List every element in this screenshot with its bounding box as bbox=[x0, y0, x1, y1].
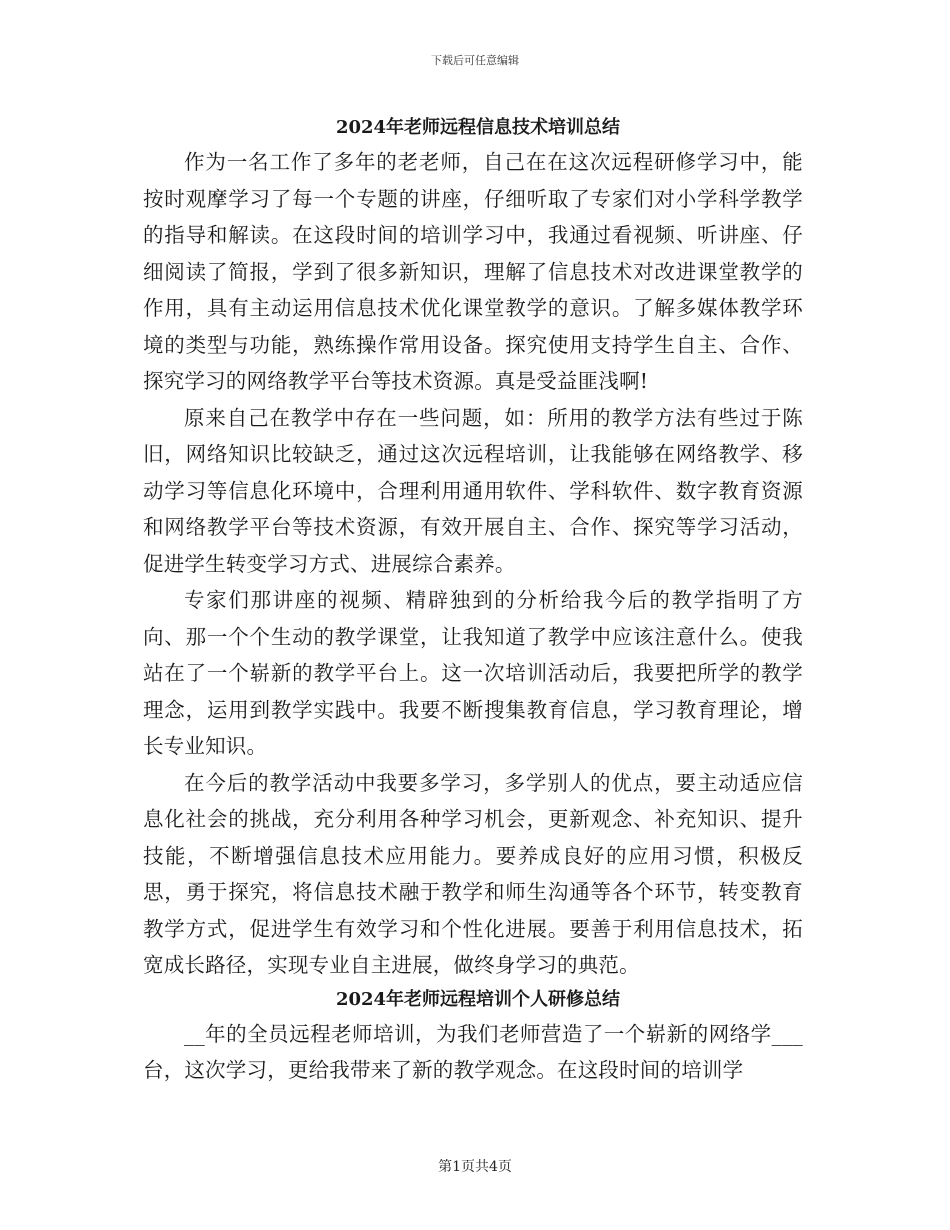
page-header-note: 下载后可任意编辑 bbox=[431, 54, 519, 67]
document-body bbox=[143, 112, 803, 1089]
paragraph-1: 作为一名工作了多年的老老师，自己在在这次远程研修学习中，能按时观摩学习了每一个专题的讲座，仔细听取了专家们对小学科学教学的指导和解读。在这段时间的培训学习中，我通过看视频、听讲座、仔细阅读了简报，学到了很多新知识，理解了信息技术对改进课堂教学的作用，具有主动运用信息技术优化课堂教学的意识。了解多媒体教学环境的类型与功能，熟练操作常用设备。探究使用支持学生自主、合作、探究学习的网络教学平台等技术资源。真是受益匪浅啊! bbox=[143, 150, 803, 393]
paragraph-3: 专家们那讲座的视频、精辟独到的分析给我今后的教学指明了方向、那一个个生动的教学课堂，让我知道了教学中应该注意什么。使我站在了一个崭新的教学平台上。这一次培训活动后，我要把所学的教学理念，运用到教学实践中。我要不断搜集教育信息，学习教育理论，增长专业知识。 bbox=[143, 588, 803, 758]
page-number: 第1页共4页 bbox=[438, 1159, 512, 1175]
paragraph-5: __年的全员远程老师培训，为我们老师营造了一个崭新的网络学___台，这次学习，更给我带来了新的教学观念。在这段时间的培训学 bbox=[143, 1021, 803, 1082]
section-title-1: 2024年老师远程信息技术培训总结 bbox=[335, 117, 621, 138]
paragraph-4: 在今后的教学活动中我要多学习，多学别人的优点，要主动适应信息化社会的挑战，充分利用各种学习机会，更新观念、补充知识、提升技能，不断增强信息技术应用能力。要养成良好的应用习惯，积极反思，勇于探究，将信息技术融于教学和师生沟通等各个环节，转变教育教学方式，促进学生有效学习和个性化进展。要善于利用信息技术，拓宽成长路径，实现专业自主进展，做终身学习的典范。 bbox=[143, 770, 803, 977]
paragraph-2: 原来自己在教学中存在一些问题，如：所用的教学方法有些过于陈旧，网络知识比较缺乏，通过这次远程培训，让我能够在网络教学、移动学习等信息化环境中，合理利用通用软件、学科软件、数字教育资源和网络教学平台等技术资源，有效开展自主、合作、探究等学习活动，促进学生转变学习方式、进展综合素养。 bbox=[143, 405, 803, 576]
section-title-2: 2024年老师远程培训个人研修总结 bbox=[335, 988, 621, 1010]
